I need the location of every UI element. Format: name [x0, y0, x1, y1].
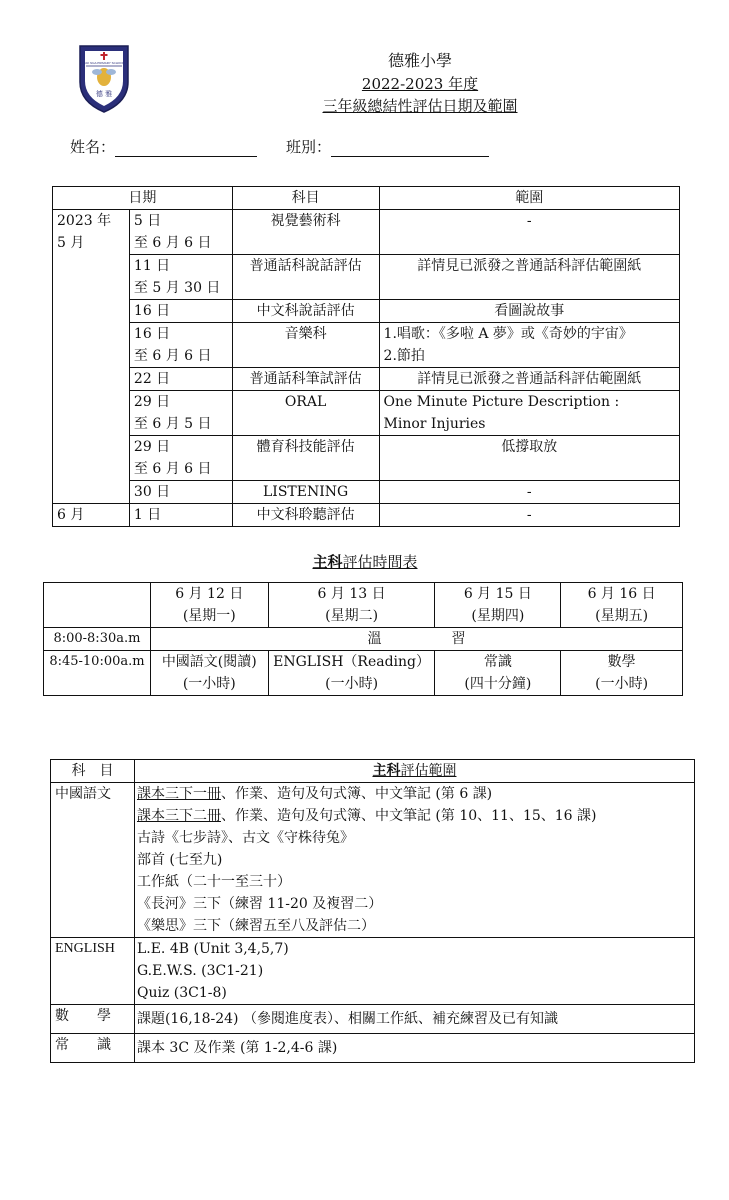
blank-cell — [44, 583, 151, 628]
scope-gs: 課本 3C 及作業 (第 1-2,4-6 課) — [134, 1034, 694, 1063]
table-row — [53, 323, 680, 368]
subject-label: 中國語文 — [51, 783, 135, 938]
date-header: 6 月 12 日 (星期一) — [150, 583, 268, 628]
time-slot: 8:45-10:00a.m — [44, 651, 151, 696]
col-scope: 範圍 — [379, 187, 679, 210]
table-row — [53, 255, 680, 300]
subject-cell: 體育科技能評估 — [232, 436, 379, 481]
date-header: 6 月 16 日 (星期五) — [561, 583, 683, 628]
class-field[interactable] — [286, 136, 489, 157]
timetable-title: 主科評估時間表 — [312, 553, 418, 571]
table-row — [51, 783, 695, 938]
scope-header-row — [51, 760, 695, 783]
scope-math: 課題(16,18-24) （參閱進度表）、相關工作紙、補充練習及已有知識 — [134, 1005, 694, 1034]
date-cell: 30 日 — [129, 481, 232, 504]
date-header: 6 月 13 日 (星期二) — [268, 583, 435, 628]
time-slot: 8:00-8:30a.m — [44, 628, 151, 651]
scope-chinese: 課本三下一冊、作業、造句及句式簿、中文筆記 (第 6 課) 課本三下二冊、作業、造句及句式簿、中文筆記 (第 10、11、15、16 課) 古詩《七步詩》、古文《守株待兔》 部首 (七至九) 工作紙（二十一至三十） 《長河》三下（練習 11-20 及複習二） 《樂思》三下（練習五至八及評估二） — [134, 783, 694, 938]
name-line[interactable] — [115, 142, 257, 157]
table-row — [51, 1005, 695, 1034]
name-label: 姓名： — [70, 138, 116, 156]
subject-cell: 音樂科 — [232, 323, 379, 368]
table-row — [53, 391, 680, 436]
school-name: 德雅小學 — [387, 51, 452, 70]
date-header: 6 月 15 日 (星期四) — [435, 583, 561, 628]
timetable-exam-row — [44, 651, 683, 696]
date-cell: 1 日 — [129, 504, 232, 527]
exam-cell: 數學 (一小時) — [561, 651, 683, 696]
subject-cell: 中文科說話評估 — [232, 300, 379, 323]
col-date: 日期 — [53, 187, 233, 210]
subject-cell: 中文科聆聽評估 — [232, 504, 379, 527]
school-year: 2022-2023 年度 — [361, 75, 479, 93]
subject-cell: 普通話科說話評估 — [232, 255, 379, 300]
col-subject: 科 目 — [51, 760, 135, 783]
scope-cell: 詳情見已派發之普通話科評估範圍紙 — [379, 368, 679, 391]
scope-cell: - — [379, 481, 679, 504]
table-row — [53, 210, 680, 255]
schedule-header-row — [53, 187, 680, 210]
name-field[interactable] — [70, 136, 257, 157]
svg-text:德 雅: 德 雅 — [95, 90, 113, 98]
subject-label: ENGLISH — [51, 938, 135, 1005]
table-row — [53, 368, 680, 391]
scope-table — [50, 759, 695, 1063]
subject-cell: ORAL — [232, 391, 379, 436]
scope-cell: - — [379, 504, 679, 527]
subject-cell: 視覺藝術科 — [232, 210, 379, 255]
revision-cell: 溫 習 — [150, 628, 682, 651]
date-cell: 16 日 — [129, 300, 232, 323]
exam-cell: 常識 (四十分鐘) — [435, 651, 561, 696]
subject-label: 常 識 — [51, 1034, 135, 1063]
month-june: 6 月 — [53, 504, 130, 527]
timetable-date-row — [44, 583, 683, 628]
scope-cell: - — [379, 210, 679, 255]
school-logo — [76, 42, 132, 114]
table-row — [53, 504, 680, 527]
date-cell: 16 日 至 6 月 6 日 — [129, 323, 232, 368]
table-row — [51, 1034, 695, 1063]
subject-label: 數 學 — [51, 1005, 135, 1034]
col-scope: 主科評估範圍 — [134, 760, 694, 783]
date-cell: 5 日 至 6 月 6 日 — [129, 210, 232, 255]
subject-cell: 普通話科筆試評估 — [232, 368, 379, 391]
date-cell: 11 日 至 5 月 30 日 — [129, 255, 232, 300]
scope-cell: 低撐取放 — [379, 436, 679, 481]
document-title: 三年級總結性評估日期及範圍 — [322, 97, 518, 115]
exam-cell: ENGLISH（Reading） (一小時) — [268, 651, 435, 696]
schedule-table — [52, 186, 680, 527]
table-row — [53, 300, 680, 323]
col-subject: 科目 — [232, 187, 379, 210]
month-may: 2023 年 5 月 — [53, 210, 130, 504]
table-row — [53, 481, 680, 504]
scope-english: L.E. 4B (Unit 3,4,5,7) G.E.W.S. (3C1-21) Quiz (3C1-8) — [134, 938, 694, 1005]
date-cell: 22 日 — [129, 368, 232, 391]
exam-cell: 中國語文(閱讀) (一小時) — [150, 651, 268, 696]
svg-text:TAK NGA PRIMARY SCHOOL: TAK NGA PRIMARY SCHOOL — [83, 61, 125, 65]
class-label: 班別： — [286, 138, 332, 156]
date-cell: 29 日 至 6 月 5 日 — [129, 391, 232, 436]
scope-cell: 1.唱歌：《多啦 A 夢》或《奇妙的宇宙》 2.節拍 — [379, 323, 679, 368]
scope-cell: One Minute Picture Description : Minor Injuries — [379, 391, 679, 436]
date-cell: 29 日 至 6 月 6 日 — [129, 436, 232, 481]
table-row — [51, 938, 695, 1005]
table-row — [53, 436, 680, 481]
subject-cell: LISTENING — [232, 481, 379, 504]
timetable-revision-row — [44, 628, 683, 651]
scope-cell: 詳情見已派發之普通話科評估範圍紙 — [379, 255, 679, 300]
timetable — [43, 582, 683, 696]
scope-cell: 看圖說故事 — [379, 300, 679, 323]
class-line[interactable] — [331, 142, 489, 157]
